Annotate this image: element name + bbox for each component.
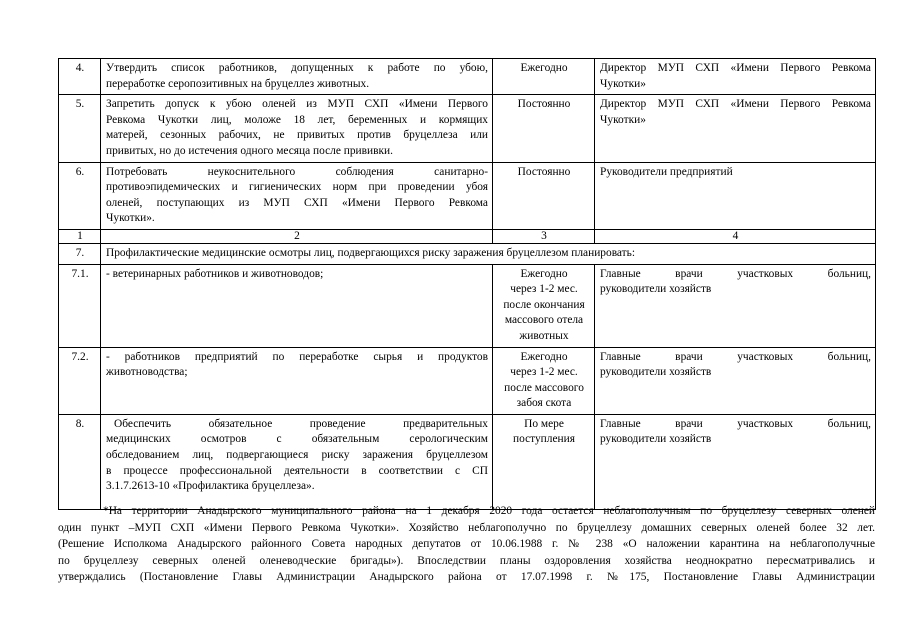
- responsible-line: Чукотки»: [600, 113, 646, 126]
- term-line: животных: [519, 329, 569, 342]
- footnote-line: по бруцеллезу северных оленей оленеводческие бригады»). Впоследствии планы оздоровления хозяйства неоднократно пересматривались и: [58, 554, 875, 567]
- task-line: - работников предприятий по переработке сырья и продуктов: [106, 350, 488, 363]
- footnote-line: (Решение Исполкома Анадырского районного Совета народных депутатов от 10.06.1988 г. № 238 «О наложении карантина на неблагополучные: [58, 538, 875, 551]
- term-line: через 1-2 мес.: [510, 366, 578, 379]
- responsible-line: руководители хозяйств: [600, 366, 712, 379]
- task-cell: [101, 347, 493, 414]
- column-number: 4: [595, 229, 876, 243]
- task-line: Чукотки».: [106, 212, 155, 225]
- task-line: медицинских осмотров с обязательным серологическим: [106, 433, 488, 446]
- term-line: Постоянно: [517, 98, 571, 111]
- term-line: Ежегодно: [520, 267, 568, 280]
- responsible-line: Главные врачи участковых больниц,: [600, 417, 871, 430]
- term-cell: [493, 59, 595, 95]
- term-line: после массового: [504, 381, 584, 394]
- row-number: 6.: [59, 162, 101, 229]
- term-line: поступления: [513, 433, 575, 446]
- section-row: [59, 243, 876, 264]
- term-line: Ежегодно: [520, 350, 568, 363]
- task-line: животноводства;: [106, 366, 188, 379]
- measures-table: [58, 58, 876, 510]
- column-number: 2: [101, 229, 493, 243]
- table-row: [59, 162, 876, 229]
- column-number: 3: [493, 229, 595, 243]
- term-cell: [493, 347, 595, 414]
- row-number: 7.2.: [59, 347, 101, 414]
- task-cell: [101, 59, 493, 95]
- table-row: [59, 59, 876, 95]
- footnote-paragraph: [58, 503, 875, 586]
- term-line: забоя скота: [516, 397, 572, 410]
- task-line: в процессе профессиональной деятельности в соответствии с СП: [106, 464, 488, 477]
- term-cell: [493, 95, 595, 162]
- term-line: массового отела: [504, 314, 584, 327]
- responsible-cell: [595, 59, 876, 95]
- responsible-line: Директор МУП СХП «Имени Первого Ревкома: [600, 62, 871, 74]
- task-cell: [101, 162, 493, 229]
- task-cell: [101, 264, 493, 347]
- responsible-cell: [595, 95, 876, 162]
- column-number: 1: [59, 229, 101, 243]
- table-row: [59, 95, 876, 162]
- responsible-line: Директор МУП СХП «Имени Первого Ревкома: [600, 98, 871, 111]
- task-line: обследованием лиц, подвергающиеся риску заражения бруцеллезом: [106, 449, 488, 462]
- column-numbers-row: [59, 229, 876, 243]
- row-number: 7.: [59, 243, 101, 264]
- task-line: переработке серопозитивных на бруцеллез животных.: [106, 77, 370, 90]
- responsible-line: Руководители предприятий: [600, 165, 733, 178]
- footnote-line: *На территории Анадырского муниципального района на 1 декабря 2020 года остается неблагополучным по бруцеллезу северных оленей: [103, 505, 875, 517]
- task-line: Запретить допуск к убою оленей из МУП СХП «Имени Первого: [106, 98, 488, 111]
- responsible-cell: [595, 162, 876, 229]
- term-cell: [493, 414, 595, 509]
- table-row: [59, 347, 876, 414]
- footnote-line: утверждались (Постановление Главы Администрации Анадырского района от 17.07.1998 г. №175, Постановление Главы Администрации: [58, 571, 875, 584]
- term-line: Ежегодно: [520, 62, 568, 74]
- term-line: Постоянно: [517, 165, 571, 178]
- term-line: По мере: [524, 417, 564, 430]
- task-line: Обеспечить обязательное проведение предварительных: [114, 417, 488, 430]
- task-line: - ветеринарных работников и животноводов;: [106, 267, 324, 280]
- responsible-line: руководители хозяйств: [600, 433, 712, 446]
- term-line: через 1-2 мес.: [510, 283, 578, 296]
- table-row: [59, 414, 876, 509]
- section-heading: Профилактические медицинские осмотры лиц, подвергающихся риску заражения бруцеллезом планировать:: [101, 243, 876, 264]
- table-row: [59, 264, 876, 347]
- row-number: 7.1.: [59, 264, 101, 347]
- row-number: 4.: [59, 59, 101, 95]
- responsible-line: Главные врачи участковых больниц,: [600, 267, 871, 280]
- task-line: 3.1.7.2613-10 «Профилактика бруцеллеза».: [106, 480, 315, 493]
- task-line: Ревкома Чукотки лиц, моложе 18 лет, беременных и кормящих: [106, 113, 488, 126]
- responsible-line: руководители хозяйств: [600, 283, 712, 296]
- task-line: матерей, сезонных рабочих, не привитых против бруцеллеза или: [106, 129, 488, 142]
- term-cell: [493, 264, 595, 347]
- task-line: привитых, но до истечения одного месяца после прививки.: [106, 144, 393, 157]
- responsible-cell: [595, 347, 876, 414]
- footnote-line: один пункт –МУП СХП «Имени Первого Ревкома Чукотки». Хозяйство неблагополучно по бруцеллезу домашних северных оленей более 32 лет.: [58, 521, 875, 534]
- row-number: 5.: [59, 95, 101, 162]
- responsible-cell: [595, 414, 876, 509]
- task-line: Утвердить список работников, допущенных к работе по убою,: [106, 62, 488, 74]
- task-line: Потребовать неукоснительного соблюдения санитарно-: [106, 165, 488, 178]
- task-line: противоэпидемических и гигиенических норм при проведении убоя: [106, 181, 488, 194]
- row-number: 8.: [59, 414, 101, 509]
- responsible-line: Главные врачи участковых больниц,: [600, 350, 871, 363]
- responsible-cell: [595, 264, 876, 347]
- task-cell: [101, 414, 493, 509]
- responsible-line: Чукотки»: [600, 77, 646, 90]
- term-cell: [493, 162, 595, 229]
- task-cell: [101, 95, 493, 162]
- task-line: оленей, поступающих из МУП СХП «Имени Первого Ревкома: [106, 196, 488, 209]
- term-line: после окончания: [503, 298, 585, 311]
